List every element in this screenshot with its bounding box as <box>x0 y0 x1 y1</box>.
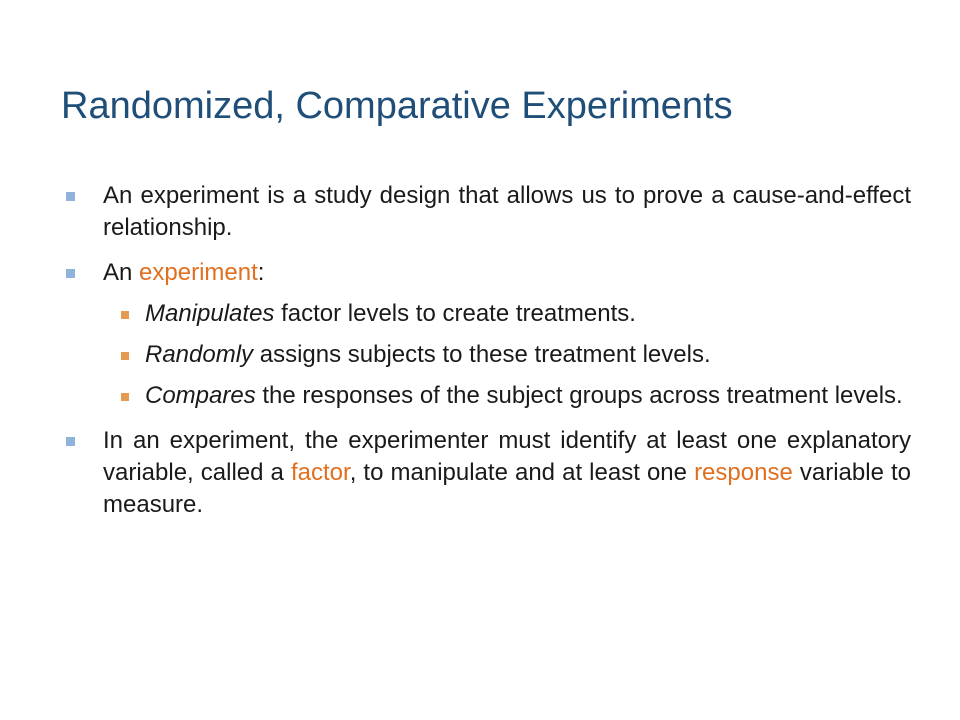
bullet-item <box>66 257 911 289</box>
sub-bullet-text: assigns subjects to these treatment levels. <box>253 341 711 368</box>
bullet-text-part: In an experiment, the experimenter must identify at least one explanatory variable, called a <box>103 427 911 486</box>
bullet-item <box>66 425 911 521</box>
sub-bullet-text: the responses of the subject groups across treatment levels. <box>255 382 903 409</box>
emphasized-verb: Compares <box>145 382 256 409</box>
square-bullet-icon <box>121 311 129 319</box>
square-bullet-icon <box>66 192 75 201</box>
highlighted-term: factor <box>290 459 350 486</box>
sub-bullet-item <box>145 298 910 330</box>
highlighted-term: response <box>694 459 793 486</box>
highlighted-term: experiment <box>139 259 258 286</box>
emphasized-verb: Manipulates <box>145 300 275 327</box>
sub-bullet-item <box>145 380 910 412</box>
square-bullet-icon <box>66 269 75 278</box>
bullet-text-part: variable to measure. <box>103 459 911 518</box>
emphasized-verb: Randomly <box>145 341 254 368</box>
slide-title: Randomized, Comparative Experiments <box>61 85 733 127</box>
square-bullet-icon <box>121 352 129 360</box>
bullet-text-suffix: : <box>257 259 265 286</box>
bullet-text-prefix: An <box>103 259 140 286</box>
square-bullet-icon <box>121 393 129 401</box>
sub-bullet-item <box>145 339 910 371</box>
slide-content <box>66 180 916 521</box>
bullet-text-part: , to manipulate and at least one <box>349 459 695 486</box>
bullet-item <box>66 180 911 244</box>
bullet-text: An experiment is a study design that allows us to prove a cause-and-effect relationship. <box>103 182 911 241</box>
square-bullet-icon <box>66 437 75 446</box>
sub-bullet-text: factor levels to create treatments. <box>274 300 636 327</box>
